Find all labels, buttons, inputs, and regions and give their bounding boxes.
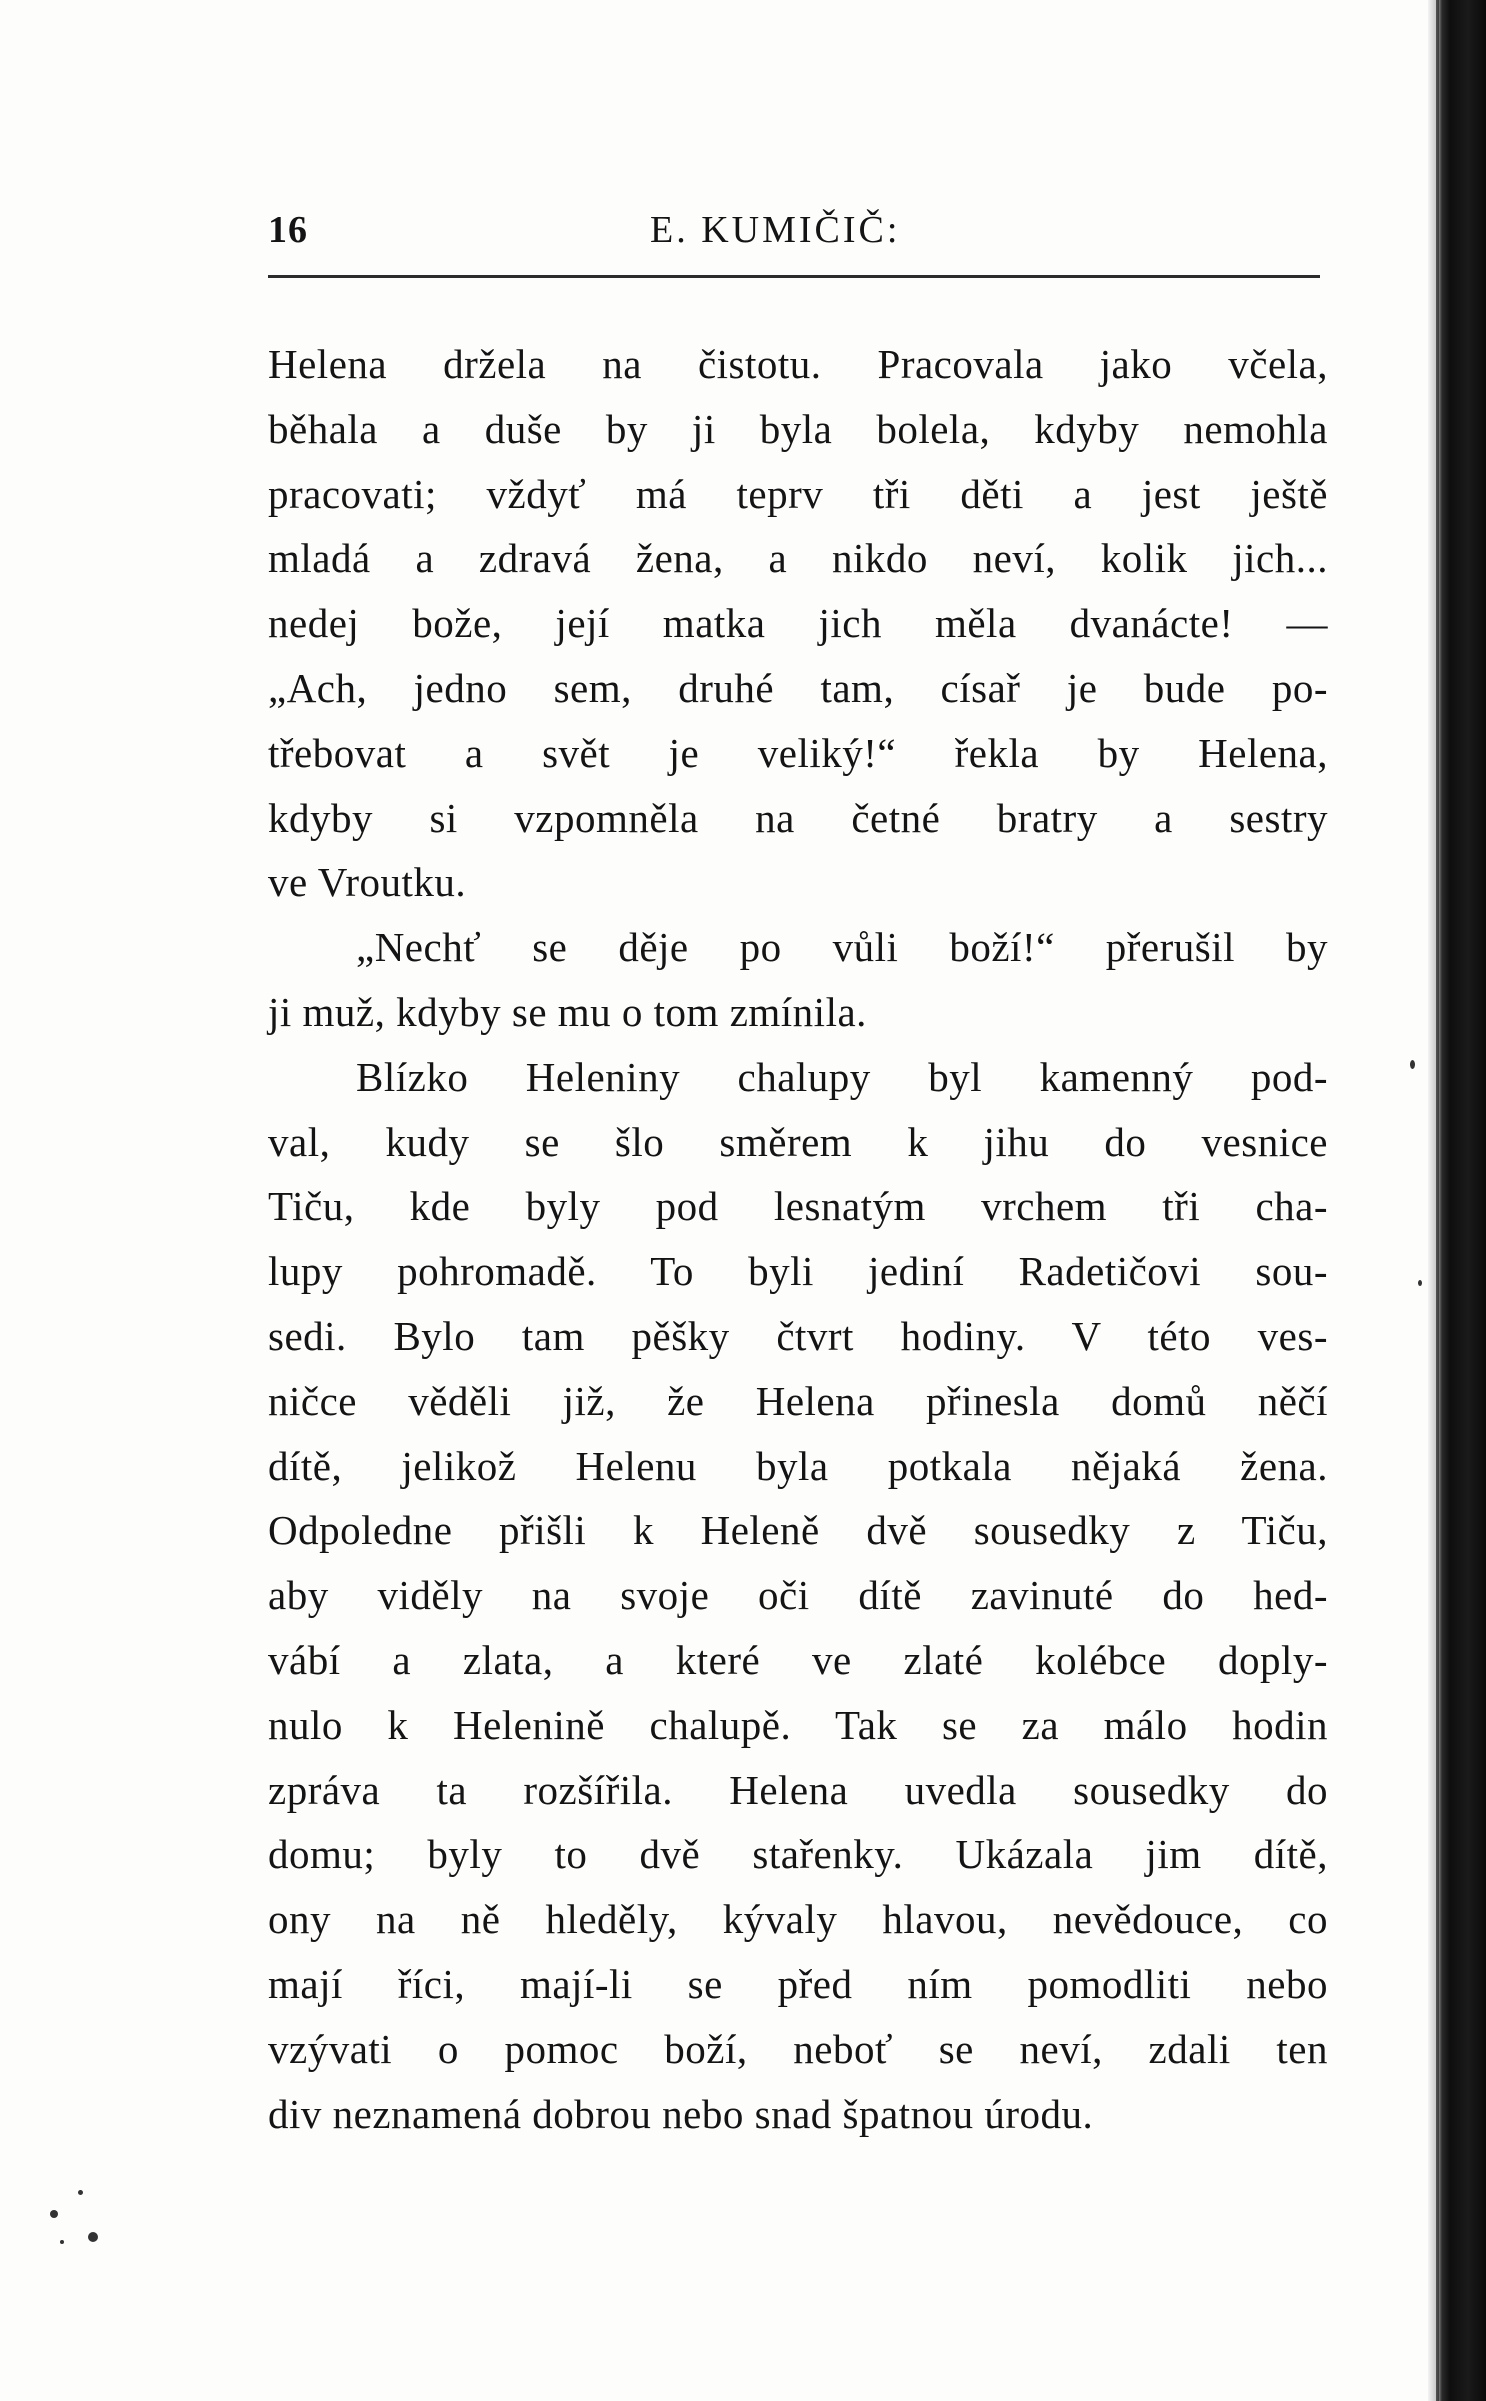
page-number: 16	[268, 209, 308, 251]
paper-speck	[1418, 1280, 1422, 1286]
text-line: ve Vroutku.	[268, 859, 467, 906]
paper-speck	[50, 2210, 58, 2218]
text-line: domu; byly to dvě stařenky. Ukázala jim dítě,	[268, 1831, 1328, 1878]
body-text	[268, 332, 1328, 2146]
paper-speck	[78, 2190, 83, 2195]
paper-speck	[60, 2240, 64, 2244]
page-header	[268, 208, 1318, 258]
text-line: vábí a zlata, a které ve zlaté kolébce doply-	[268, 1636, 1328, 1683]
text-line: div neznamená dobrou nebo snad špatnou úrodu.	[268, 2090, 1094, 2137]
text-line: nulo k Helenině chalupě. Tak se za málo hodin	[268, 1701, 1328, 1748]
text-line: ničce věděli již, že Helena přinesla domů něčí	[268, 1377, 1328, 1424]
text-line: val, kudy se šlo směrem k jihu do vesnice	[268, 1118, 1328, 1165]
text-line: mladá a zdravá žena, a nikdo neví, kolik jich...	[268, 535, 1328, 582]
text-line: „Nechť se děje po vůli boží!“ přerušil by	[356, 924, 1328, 971]
text-line: ji muž, kdyby se mu o tom zmínila.	[268, 988, 867, 1035]
text-line: mají říci, mají-li se před ním pomodliti nebo	[268, 1960, 1328, 2007]
header-rule	[268, 275, 1320, 278]
text-line: aby viděly na svoje oči dítě zavinuté do hed-	[268, 1572, 1328, 1619]
text-line: „Ach, jedno sem, druhé tam, císař je bude po-	[268, 664, 1328, 711]
text-line: zpráva ta rozšířila. Helena uvedla sousedky do	[268, 1766, 1328, 1813]
text-line: sedi. Bylo tam pěšky čtvrt hodiny. V této ves-	[268, 1312, 1328, 1359]
text-line: Tiču, kde byly pod lesnatým vrchem tři cha-	[268, 1183, 1328, 1230]
text-line: ony na ně hleděly, kývaly hlavou, nevědouce, co	[268, 1896, 1328, 1943]
text-line: pracovati; vždyť má teprv tři děti a jest ještě	[268, 470, 1328, 517]
page-edge-line	[1436, 0, 1439, 2401]
text-line: lupy pohromadě. To byli jediní Radetičovi sou-	[268, 1248, 1328, 1295]
running-head: E. KUMIČIČ:	[650, 209, 901, 251]
text-line: nedej bože, její matka jich měla dvanácte! —	[268, 600, 1328, 647]
text-line: vzývati o pomoc boží, neboť se neví, zdali ten	[268, 2025, 1328, 2072]
text-line: dítě, jelikož Helenu byla potkala nějaká žena.	[268, 1442, 1328, 1489]
text-line: běhala a duše by ji byla bolela, kdyby nemohla	[268, 405, 1328, 452]
text-line: kdyby si vzpomněla na četné bratry a sestry	[268, 794, 1328, 841]
text-line: Helena držela na čistotu. Pracovala jako včela,	[268, 341, 1328, 387]
paper-speck	[88, 2232, 98, 2242]
paper-speck	[1410, 1060, 1415, 1069]
text-line: Blízko Heleniny chalupy byl kamenný pod-	[356, 1053, 1328, 1100]
text-line: třebovat a svět je veliký!“ řekla by Helena,	[268, 729, 1328, 776]
text-line: Odpoledne přišli k Heleně dvě sousedky z Tiču,	[268, 1507, 1328, 1554]
